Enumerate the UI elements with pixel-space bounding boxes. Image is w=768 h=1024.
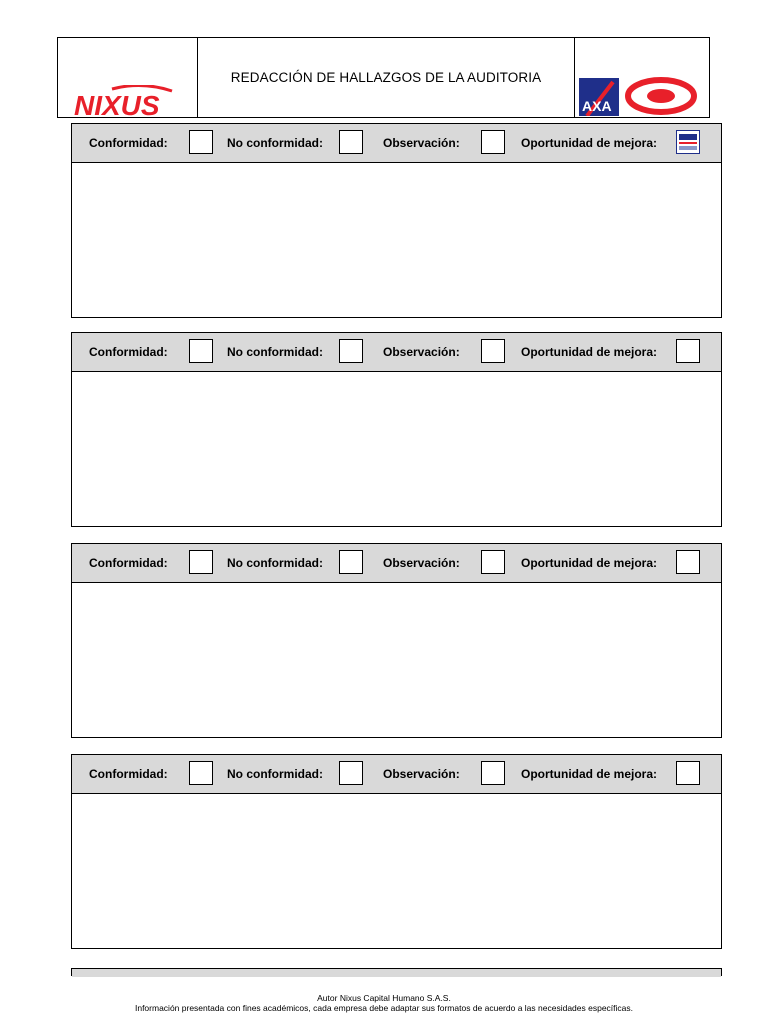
conformidad-checkbox[interactable] (189, 339, 213, 363)
conformidad-checkbox[interactable] (189, 550, 213, 574)
no-conformidad-checkbox[interactable] (339, 339, 363, 363)
finding-block-1 (71, 123, 722, 318)
oportunidad-checkbox[interactable] (676, 761, 700, 785)
nixus-logo-cell (58, 38, 198, 117)
observacion-label: Observación: (383, 345, 460, 359)
conformidad-label: Conformidad: (89, 345, 168, 359)
oportunidad-label: Oportunidad de mejora: (521, 136, 658, 150)
no-conformidad-label: No conformidad: (227, 345, 323, 359)
observacion-checkbox[interactable] (481, 761, 505, 785)
finding-description-area[interactable] (72, 583, 721, 737)
finding-description-area[interactable] (72, 163, 721, 317)
finding-type-row (72, 755, 721, 794)
swirl-logo (625, 76, 697, 116)
observacion-label: Observación: (383, 767, 460, 781)
nixus-logo (72, 85, 198, 117)
oportunidad-checkbox[interactable] (676, 550, 700, 574)
finding-description-area[interactable] (72, 372, 721, 526)
no-conformidad-label: No conformidad: (227, 767, 323, 781)
no-conformidad-label: No conformidad: (227, 136, 323, 150)
finding-block-2 (71, 332, 722, 527)
conformidad-label: Conformidad: (89, 767, 168, 781)
finding-block-3 (71, 543, 722, 738)
axa-logo-text: AXA (582, 98, 612, 114)
conformidad-label: Conformidad: (89, 136, 168, 150)
observacion-checkbox[interactable] (481, 550, 505, 574)
document-header (57, 37, 710, 118)
finding-type-row (72, 544, 721, 583)
no-conformidad-checkbox[interactable] (339, 550, 363, 574)
finding-block-4 (71, 754, 722, 949)
finding-block-5-partial (71, 968, 722, 976)
axa-logo (579, 78, 619, 116)
oportunidad-checkbox[interactable] (676, 339, 700, 363)
nixus-logo-text: NIXUS (74, 90, 160, 119)
no-conformidad-checkbox[interactable] (339, 761, 363, 785)
conformidad-checkbox[interactable] (189, 130, 213, 154)
oportunidad-label: Oportunidad de mejora: (521, 767, 658, 781)
finding-type-row (72, 124, 721, 163)
footer-author: Autor Nixus Capital Humano S.A.S. (317, 993, 451, 1003)
finding-type-row (72, 969, 721, 977)
conformidad-checkbox[interactable] (189, 761, 213, 785)
observacion-label: Observación: (383, 136, 460, 150)
observacion-checkbox[interactable] (481, 130, 505, 154)
partner-logos-cell (574, 38, 709, 117)
oportunidad-label: Oportunidad de mejora: (521, 556, 658, 570)
no-conformidad-checkbox[interactable] (339, 130, 363, 154)
document-footer (0, 993, 768, 1013)
finding-type-row (72, 333, 721, 372)
partner-mini-logo-icon (676, 130, 700, 154)
observacion-label: Observación: (383, 556, 460, 570)
oportunidad-label: Oportunidad de mejora: (521, 345, 658, 359)
no-conformidad-label: No conformidad: (227, 556, 323, 570)
finding-description-area[interactable] (72, 794, 721, 948)
observacion-checkbox[interactable] (481, 339, 505, 363)
footer-disclaimer: Información presentada con fines académicos, cada empresa debe adaptar sus formatos de acuerdo a las necesidades específicas. (134, 1003, 633, 1013)
page-title: REDACCIÓN DE HALLAZGOS DE LA AUDITORIA (230, 70, 542, 85)
conformidad-label: Conformidad: (89, 556, 168, 570)
